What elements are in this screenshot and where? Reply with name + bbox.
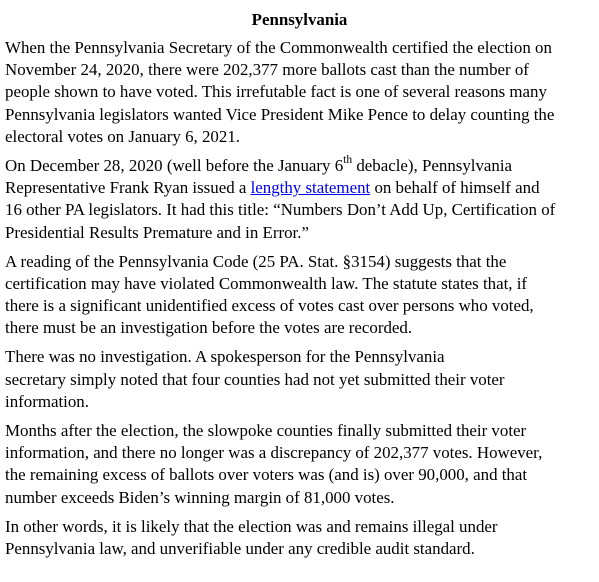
paragraph-line: there is a significant unidentified excess of votes cast over persons who voted, xyxy=(5,296,534,316)
lengthy-statement-link[interactable]: lengthy statement xyxy=(250,178,371,198)
line-text: On December 28, 2020 (well before the January 6 xyxy=(5,155,344,175)
paragraph-6 xyxy=(5,516,599,560)
paragraph-line: November 24, 2020, there were 202,377 more ballots cast than the number of xyxy=(5,60,529,80)
paragraph-line: the remaining excess of ballots over voters was (and is) over 90,000, and that xyxy=(5,465,528,485)
paragraph-line: electoral votes on January 6, 2021. xyxy=(5,126,240,146)
paragraph-2 xyxy=(5,155,599,244)
paragraph-line: There was no investigation. A spokesperson for the Pennsylvania xyxy=(5,347,445,367)
paragraph-line: people shown to have voted. This irrefutable fact is one of several reasons many xyxy=(5,82,547,102)
paragraph-5 xyxy=(5,420,599,509)
paragraph-line: A reading of the Pennsylvania Code (25 PA. Stat. §3154) suggests that the xyxy=(5,251,507,271)
paragraph-4 xyxy=(5,346,599,413)
paragraph-line: information. xyxy=(5,391,89,411)
line-text: debacle), Pennsylvania xyxy=(352,155,513,175)
paragraph-line: information, and there no longer was a discrepancy of 202,377 votes. However, xyxy=(5,443,543,463)
paragraph-line: Pennsylvania law, and unverifiable under any credible audit standard. xyxy=(5,538,475,558)
paragraph-3 xyxy=(5,251,599,340)
paragraph-line: 16 other PA legislators. It had this title: “Numbers Don’t Add Up, Certification of xyxy=(5,200,556,220)
paragraph-line: Pennsylvania legislators wanted Vice President Mike Pence to delay counting the xyxy=(5,104,555,124)
paragraph-line: secretary simply noted that four counties had not yet submitted their voter xyxy=(5,369,505,389)
article xyxy=(5,8,599,567)
paragraph-line: certification may have violated Commonwealth law. The statute states that, if xyxy=(5,273,528,293)
paragraph-line xyxy=(5,155,599,177)
paragraph-1 xyxy=(5,37,599,148)
article-title: Pennsylvania xyxy=(251,10,348,29)
line-text: on behalf of himself and xyxy=(370,178,540,198)
paragraph-line: there must be an investigation before the votes are recorded. xyxy=(5,318,413,338)
ordinal-suffix: th xyxy=(343,154,353,167)
paragraph-line xyxy=(5,177,599,199)
paragraph-line: Months after the election, the slowpoke counties finally submitted their voter xyxy=(5,421,527,440)
paragraph-line: When the Pennsylvania Secretary of the Commonwealth certified the election on xyxy=(5,38,552,57)
paragraph-line: number exceeds Biden’s winning margin of 81,000 votes. xyxy=(5,487,395,507)
paragraph-line: Presidential Results Premature and in Error.” xyxy=(5,222,309,242)
line-text: Representative Frank Ryan issued a xyxy=(5,178,251,198)
paragraph-line: In other words, it is likely that the election was and remains illegal under xyxy=(5,516,498,536)
